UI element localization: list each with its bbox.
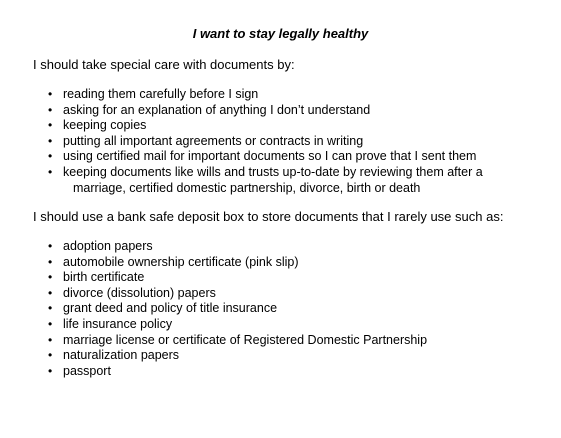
list-item: • putting all important agreements or contracts in writing [48,133,364,148]
section-2-intro: I should use a bank safe deposit box to store documents that I rarely use such as: [33,209,504,224]
document-title: I want to stay legally healthy [192,26,369,41]
list-item: • using certified mail for important documents so I can prove that I sent them [48,149,477,164]
list-item: • adoption papers [48,239,153,253]
bullet-icon: • [48,133,53,148]
list-item: • grant deed and policy of title insurance [48,301,278,316]
section-1-list [46,87,513,196]
bullet-icon: • [48,254,53,269]
bullet-icon: • [48,118,53,133]
list-item: • life insurance policy [48,316,173,331]
list-item-line-1: keeping documents like wills and trusts up-to-date by reviewing them after a [63,164,483,179]
bullet-icon: • [48,149,53,164]
bullet-icon: • [48,239,53,253]
bullet-icon: • [48,332,53,347]
bullet-icon: • [48,87,53,101]
list-item: • passport [48,363,111,378]
list-item: • keeping copies [48,118,147,133]
bullet-icon: • [48,301,53,316]
list-item: • reading them carefully before I sign [48,87,259,101]
bullet-icon: • [48,164,53,179]
bullet-icon: • [48,270,53,285]
list-item: • naturalization papers [48,348,180,363]
list-item: • divorce (dissolution) papers [48,285,216,300]
bullet-icon: • [48,102,53,117]
bullet-icon: • [48,285,53,300]
list-item: • marriage license or certificate of Registered Domestic Partnership [48,332,428,347]
list-item-line-2: marriage, certified domestic partnership, divorce, birth or death [73,180,421,195]
section-1-intro: I should take special care with documents by: [33,57,295,72]
list-item: • automobile ownership certificate (pink slip) [48,254,299,269]
list-item: • birth certificate [48,270,145,285]
list-item: • asking for an explanation of anything I don’t understand [48,102,371,117]
bullet-icon: • [48,363,53,378]
bullet-icon: • [48,348,53,363]
list-item [46,165,513,196]
section-2-list [46,239,427,379]
bullet-icon: • [48,316,53,331]
